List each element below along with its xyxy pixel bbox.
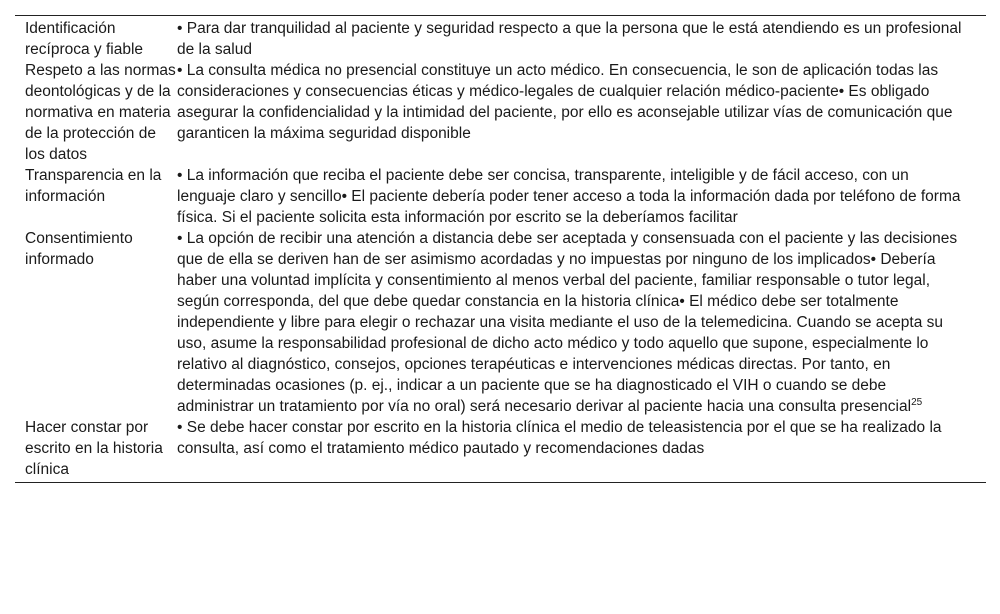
ethics-table-grid — [15, 16, 986, 482]
table-row — [15, 60, 986, 165]
row-description — [177, 228, 986, 417]
row-description: • La consulta médica no presencial constituye un acto médico. En consecuencia, le son de aplicación todas las consideraciones y consecuencias éticas y médico-legales de cualquier relación médico-paciente• Es obligado asegurar la confidencialidad y la intimidad del paciente, por ello es aconsejable utilizar vías de comunicación que garanticen la máxima seguridad disponible — [177, 62, 953, 142]
table-row — [15, 228, 986, 417]
row-label: Transparencia en la información — [25, 167, 162, 205]
row-description-text: • La opción de recibir una atención a distancia debe ser aceptada y consensuada con el paciente y las decisiones que de ella se deriven han de ser asimismo acordadas y no impuestas por ninguno de los implicados• Debería haber una voluntad implícita y consentimiento al menos verbal del paciente, familiar responsable o tutor legal, según corresponda, del que debe quedar constancia en la historia clínica• El médico debe ser totalmente independiente y libre para elegir o rechazar una visita mediante el uso de la telemedicina. Cuando se acepta su uso, asume la responsabilidad profesional de dicho acto médico y todo aquello que supone, especialmente lo relativo al diagnóstico, consejos, opciones terapéuticas e intervenciones médicas directas. Por tanto, en determinadas ocasiones (p. ej., indicar a un paciente que se ha diagnosticado el VIH o cuando se debe administrar un tratamiento por vía no oral) será necesario derivar al paciente hacia una consulta presencial — [177, 230, 958, 415]
table-row — [15, 16, 986, 60]
row-description: • La información que reciba el paciente debe ser concisa, transparente, inteligible y de fácil acceso, con un lenguaje claro y sencillo• El paciente debería poder tener acceso a toda la información dada por teléfono de forma física. Si el paciente solicita esta información por escrito se la deberíamos facilitar — [177, 167, 961, 226]
row-description: • Se debe hacer constar por escrito en la historia clínica el medio de teleasistencia por el que se ha realizado la consulta, así como el tratamiento médico pautado y recomendaciones dadas — [177, 419, 942, 457]
row-label: Identificación recíproca y fiable — [25, 20, 144, 58]
table-row — [15, 417, 986, 482]
row-label: Consentimiento informado — [25, 230, 133, 268]
row-label: Respeto a las normas deontológicas y de la normativa en materia de la protección de los datos — [25, 62, 176, 163]
table-row — [15, 165, 986, 228]
reference-superscript: 25 — [911, 396, 923, 408]
row-description: • Para dar tranquilidad al paciente y seguridad respecto a que la persona que le está atendiendo es un profesional de la salud — [177, 20, 962, 58]
row-label: Hacer constar por escrito en la historia clínica — [25, 419, 163, 478]
ethics-table — [15, 15, 986, 483]
